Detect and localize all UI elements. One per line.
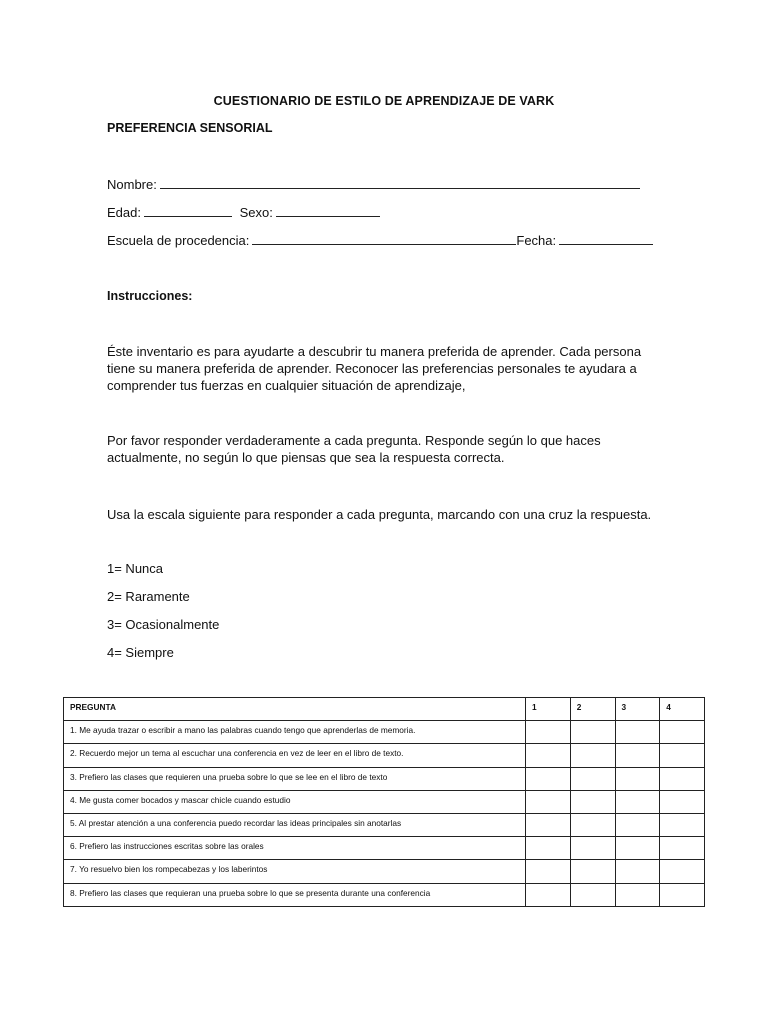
answer-cell-2[interactable] bbox=[570, 767, 615, 790]
document-subtitle: PREFERENCIA SENSORIAL bbox=[107, 121, 273, 135]
sexo-blank[interactable] bbox=[276, 204, 380, 217]
scale-item-1: 1= Nunca bbox=[107, 561, 164, 576]
table-row bbox=[64, 744, 705, 767]
answer-cell-3[interactable] bbox=[615, 767, 660, 790]
answer-cell-4[interactable] bbox=[660, 721, 705, 744]
table-row bbox=[64, 721, 705, 744]
answer-cell-4[interactable] bbox=[660, 744, 705, 767]
answer-cell-4[interactable] bbox=[660, 813, 705, 836]
header-2: 2 bbox=[570, 698, 615, 721]
table-row bbox=[64, 767, 705, 790]
question-text: 8. Prefiero las clases que requieran una prueba sobre lo que se presenta durante una conferencia bbox=[64, 883, 526, 906]
answer-cell-2[interactable] bbox=[570, 837, 615, 860]
table-row bbox=[64, 813, 705, 836]
answer-cell-2[interactable] bbox=[570, 860, 615, 883]
edad-sexo-row bbox=[107, 204, 380, 220]
question-text: 6. Prefiero las instrucciones escritas sobre las orales bbox=[64, 837, 526, 860]
questions-table bbox=[63, 697, 705, 907]
answer-cell-4[interactable] bbox=[660, 883, 705, 906]
scale-item-3: 3= Ocasionalmente bbox=[107, 617, 220, 632]
instructions-paragraph-2: Por favor responder verdaderamente a cada pregunta. Responde según lo que haces actualmente, no según lo que piensas que sea la respuesta correcta. bbox=[107, 433, 601, 465]
answer-cell-4[interactable] bbox=[660, 837, 705, 860]
question-text: 3. Prefiero las clases que requieren una prueba sobre lo que se lee en el libro de texto bbox=[64, 767, 526, 790]
header-pregunta: PREGUNTA bbox=[64, 698, 526, 721]
question-text: 2. Recuerdo mejor un tema al escuchar una conferencia en vez de leer en el libro de texto. bbox=[64, 744, 526, 767]
header-1: 1 bbox=[526, 698, 571, 721]
fecha-label: Fecha: bbox=[516, 233, 557, 248]
question-text: 4. Me gusta comer bocados y mascar chicle cuando estudio bbox=[64, 790, 526, 813]
answer-cell-3[interactable] bbox=[615, 813, 660, 836]
table-row bbox=[64, 860, 705, 883]
table-header-row bbox=[64, 698, 705, 721]
scale-item-2: 2= Raramente bbox=[107, 589, 190, 604]
answer-cell-4[interactable] bbox=[660, 767, 705, 790]
instructions-heading: Instrucciones: bbox=[107, 289, 193, 303]
nombre-label: Nombre: bbox=[107, 177, 157, 192]
answer-cell-1[interactable] bbox=[526, 837, 571, 860]
answer-cell-3[interactable] bbox=[615, 790, 660, 813]
question-text: 1. Me ayuda trazar o escribir a mano las palabras cuando tengo que aprenderlas de memoria. bbox=[64, 721, 526, 744]
answer-cell-3[interactable] bbox=[615, 883, 660, 906]
table-row bbox=[64, 790, 705, 813]
question-text: 5. Al prestar atención a una conferencia puedo recordar las ideas principales sin anotarlas bbox=[64, 813, 526, 836]
header-4: 4 bbox=[660, 698, 705, 721]
answer-cell-4[interactable] bbox=[660, 860, 705, 883]
answer-cell-2[interactable] bbox=[570, 744, 615, 767]
document-title: CUESTIONARIO DE ESTILO DE APRENDIZAJE DE VARK bbox=[213, 94, 555, 108]
answer-cell-3[interactable] bbox=[615, 860, 660, 883]
table-row bbox=[64, 883, 705, 906]
instructions-paragraph-1: Éste inventario es para ayudarte a descubrir tu manera preferida de aprender. Cada persona tiene su manera preferida de aprender. Reconocer las preferencias personales te ayudara a comprender tus fuerzas en cualquier situación de aprendizaje, bbox=[107, 344, 642, 393]
question-text: 7. Yo resuelvo bien los rompecabezas y los laberintos bbox=[64, 860, 526, 883]
answer-cell-1[interactable] bbox=[526, 813, 571, 836]
answer-cell-3[interactable] bbox=[615, 721, 660, 744]
escuela-label: Escuela de procedencia: bbox=[107, 233, 250, 248]
answer-cell-1[interactable] bbox=[526, 767, 571, 790]
nombre-blank[interactable] bbox=[160, 176, 640, 189]
edad-blank[interactable] bbox=[144, 204, 232, 217]
instructions-paragraph-3: Usa la escala siguiente para responder a cada pregunta, marcando con una cruz la respuesta. bbox=[107, 507, 652, 522]
answer-cell-4[interactable] bbox=[660, 790, 705, 813]
answer-cell-2[interactable] bbox=[570, 721, 615, 744]
nombre-row bbox=[107, 176, 640, 192]
scale-item-4: 4= Siempre bbox=[107, 645, 174, 660]
escuela-blank[interactable] bbox=[252, 232, 516, 245]
answer-cell-3[interactable] bbox=[615, 837, 660, 860]
escuela-fecha-row bbox=[107, 232, 653, 248]
answer-cell-1[interactable] bbox=[526, 883, 571, 906]
answer-cell-2[interactable] bbox=[570, 813, 615, 836]
fecha-blank[interactable] bbox=[559, 232, 653, 245]
answer-cell-1[interactable] bbox=[526, 744, 571, 767]
edad-label: Edad: bbox=[107, 205, 141, 220]
answer-cell-1[interactable] bbox=[526, 790, 571, 813]
answer-cell-1[interactable] bbox=[526, 721, 571, 744]
answer-cell-3[interactable] bbox=[615, 744, 660, 767]
answer-cell-2[interactable] bbox=[570, 883, 615, 906]
answer-cell-1[interactable] bbox=[526, 860, 571, 883]
answer-cell-2[interactable] bbox=[570, 790, 615, 813]
sexo-label: Sexo: bbox=[239, 205, 273, 220]
table-row bbox=[64, 837, 705, 860]
header-3: 3 bbox=[615, 698, 660, 721]
